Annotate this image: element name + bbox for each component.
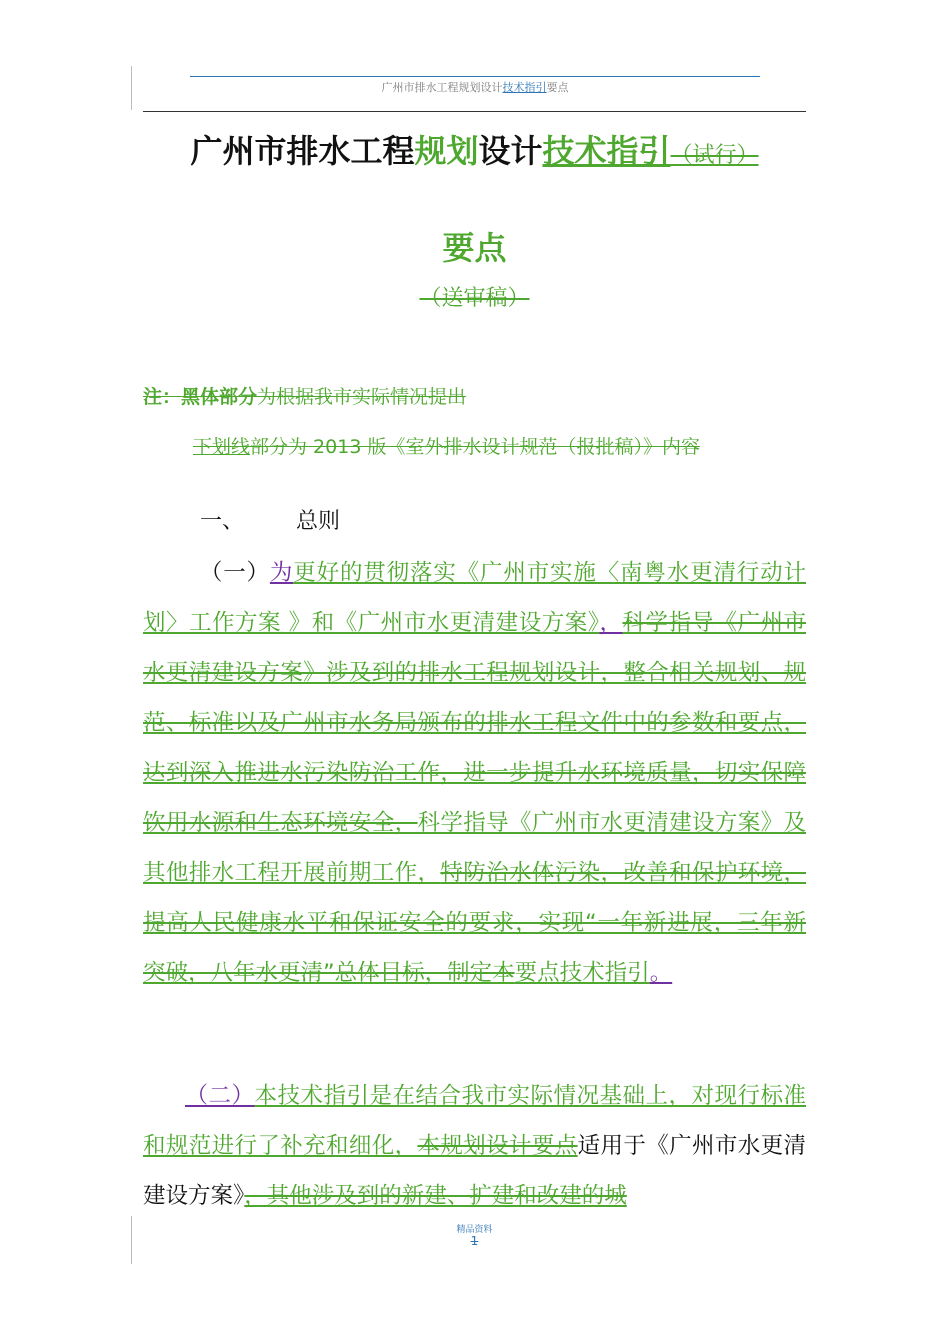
page-number: 1 (470, 1234, 479, 1248)
para1-marker: （一） (199, 560, 270, 586)
draft-label: （送审稿） (419, 286, 530, 311)
title-part1: 广州市排水工程 (190, 132, 415, 170)
left-margin-line-top (131, 66, 132, 110)
title-trial: （试行） (670, 143, 759, 168)
page-header (190, 79, 760, 95)
para2-text-c: 适用于《广州市水更清建设方案》 (143, 1133, 806, 1209)
para1-text-b: ， (599, 610, 623, 636)
note-bold: 黑体部分 (181, 386, 258, 408)
footer-label: 精品资料 (456, 1225, 493, 1235)
header-prefix: 广州市排水工程规划设计 (381, 81, 503, 94)
note-line-1 (143, 382, 466, 412)
section-number: 一、 (200, 509, 245, 534)
para1-text-c: 科学指导《广州市水更清建设方案》涉及到的排水工程规划设计，整合相关规划、规范、标准以及广州市水务局颁布的排水工程文件中的参数和要点，达到深入推进水污染防治工作，进一步提升水环境质量，切实保障饮用水源和生态环境安全， (143, 610, 806, 836)
header-suffix: 要点 (546, 81, 569, 94)
header-underlined: 技术指引 (502, 81, 547, 94)
note-line-2 (193, 432, 700, 462)
section-title: 总则 (296, 509, 341, 534)
note-line2-text: 部分为 2013 版《室外排水设计规范（报批稿）》内容 (250, 436, 700, 458)
title-part2: 规划 (414, 132, 479, 170)
para1-lead: 为 (269, 560, 294, 586)
section-heading (200, 505, 340, 539)
para2-marker: （二） (185, 1083, 255, 1109)
para2-text-d: ，其他涉及到的新建、扩建和改建的城 (244, 1183, 627, 1209)
para2-text-b: 本规划设计要点 (417, 1133, 578, 1159)
para1-text-f: 要点技术指引 (514, 960, 650, 986)
para1-text-g: 。 (649, 960, 673, 986)
para1-text-a: 更好的贯彻落实《广州市实施〈南粤水更清行动计划〉工作方案 》和《广州市水更清建设方案》 (143, 560, 806, 636)
para2-text-a: 本技术指引是在结合我市实际情况基础上，对现行标准和规范进行了补充和细化， (143, 1083, 806, 1159)
note-label: 注： (143, 386, 182, 408)
para1-text-e: 特防治水体污染，改善和保护环境，提高人民健康水平和保证安全的要求，实现“一年新进展，三年新突破，八年水更清”总体目标，制定本 (143, 860, 806, 986)
left-margin-line-bottom (131, 1216, 132, 1264)
title-part4: 技术指引 (542, 132, 671, 170)
header-rule (190, 76, 760, 77)
note-underlined: 下划线 (193, 436, 251, 458)
paragraph-2 (143, 1071, 806, 1221)
para1-text-d: 科学指导《广州市水更清建设方案》及其他排水工程开展前期工作， (143, 810, 806, 886)
document-title (143, 127, 806, 180)
document-subtitle: 要点 (442, 229, 507, 267)
note-text: 为根据我市实际情况提出 (257, 386, 467, 408)
title-part3: 设计 (478, 132, 543, 170)
header-bottom-rule (143, 111, 806, 112)
paragraph-1 (143, 548, 806, 998)
